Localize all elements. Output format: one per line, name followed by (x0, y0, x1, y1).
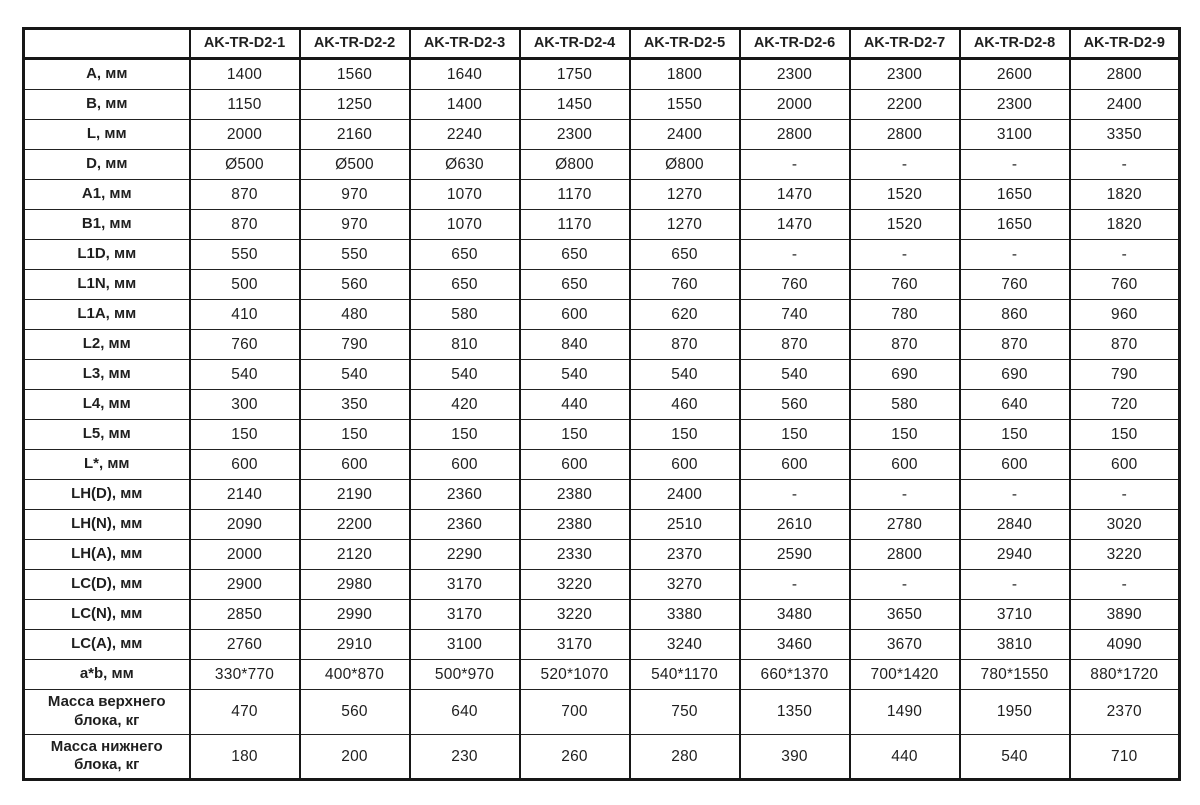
column-header: AK-TR-D2-9 (1070, 29, 1180, 59)
table-cell: Ø800 (630, 150, 740, 180)
table-cell: 1650 (960, 210, 1070, 240)
table-cell: 150 (300, 420, 410, 450)
table-cell: 2400 (630, 480, 740, 510)
table-cell: 720 (1070, 390, 1180, 420)
table-cell: 560 (740, 390, 850, 420)
table-cell: 3020 (1070, 510, 1180, 540)
column-header: AK-TR-D2-8 (960, 29, 1070, 59)
table-cell: 870 (1070, 330, 1180, 360)
table-cell: 2000 (190, 540, 300, 570)
table-cell: 660*1370 (740, 660, 850, 690)
table-cell: 2360 (410, 510, 520, 540)
table-cell: 1350 (740, 690, 850, 735)
table-cell: 2780 (850, 510, 960, 540)
table-cell: 1820 (1070, 180, 1180, 210)
table-cell: 440 (520, 390, 630, 420)
table-cell: Ø500 (190, 150, 300, 180)
table-cell: - (740, 570, 850, 600)
column-header: AK-TR-D2-6 (740, 29, 850, 59)
table-cell: 760 (630, 270, 740, 300)
table-cell: 3890 (1070, 600, 1180, 630)
table-cell: 640 (960, 390, 1070, 420)
table-row (24, 240, 1180, 270)
table-cell: 810 (410, 330, 520, 360)
table-cell: 1560 (300, 59, 410, 90)
table-cell: 1170 (520, 210, 630, 240)
row-label: L*, мм (24, 450, 190, 480)
table-cell: 2300 (960, 90, 1070, 120)
table-row (24, 660, 1180, 690)
table-cell: 540*1170 (630, 660, 740, 690)
table-cell: 3220 (520, 570, 630, 600)
table-cell: - (1070, 240, 1180, 270)
table-cell: 1470 (740, 210, 850, 240)
table-cell: 1750 (520, 59, 630, 90)
table-row (24, 210, 1180, 240)
table-cell: 1400 (190, 59, 300, 90)
table-cell: 3460 (740, 630, 850, 660)
table-cell: 2160 (300, 120, 410, 150)
table-cell: 410 (190, 300, 300, 330)
table-cell: 1520 (850, 210, 960, 240)
table-row (24, 180, 1180, 210)
table-cell: 650 (520, 270, 630, 300)
table-cell: 600 (520, 300, 630, 330)
table-row (24, 360, 1180, 390)
table-cell: 1550 (630, 90, 740, 120)
table-cell: 480 (300, 300, 410, 330)
column-header: AK-TR-D2-7 (850, 29, 960, 59)
table-row (24, 600, 1180, 630)
spec-table-container (22, 27, 1181, 781)
table-cell: 3220 (1070, 540, 1180, 570)
table-cell: 790 (1070, 360, 1180, 390)
row-label: A1, мм (24, 180, 190, 210)
table-cell: 3240 (630, 630, 740, 660)
table-cell: 1650 (960, 180, 1070, 210)
column-header: AK-TR-D2-1 (190, 29, 300, 59)
table-cell: 2240 (410, 120, 520, 150)
table-cell: 870 (630, 330, 740, 360)
table-cell: 280 (630, 734, 740, 780)
table-cell: 1470 (740, 180, 850, 210)
table-cell: 1070 (410, 210, 520, 240)
table-cell: 440 (850, 734, 960, 780)
table-cell: 760 (740, 270, 850, 300)
table-cell: 2090 (190, 510, 300, 540)
table-row (24, 630, 1180, 660)
table-cell: 970 (300, 180, 410, 210)
column-header: AK-TR-D2-2 (300, 29, 410, 59)
table-cell: 150 (520, 420, 630, 450)
table-cell: 1640 (410, 59, 520, 90)
table-cell: 550 (190, 240, 300, 270)
table-row (24, 330, 1180, 360)
table-cell: 260 (520, 734, 630, 780)
table-row (24, 734, 1180, 780)
table-cell: 600 (190, 450, 300, 480)
row-label: L, мм (24, 120, 190, 150)
table-cell: 460 (630, 390, 740, 420)
table-cell: 2140 (190, 480, 300, 510)
table-cell: - (740, 480, 850, 510)
table-cell: 520*1070 (520, 660, 630, 690)
table-cell: 420 (410, 390, 520, 420)
table-cell: 600 (740, 450, 850, 480)
row-label: L2, мм (24, 330, 190, 360)
table-row (24, 480, 1180, 510)
table-cell: 870 (190, 180, 300, 210)
table-cell: 600 (1070, 450, 1180, 480)
table-row (24, 570, 1180, 600)
table-cell: 1950 (960, 690, 1070, 735)
table-cell: 2900 (190, 570, 300, 600)
table-body (24, 59, 1180, 780)
table-cell: 650 (410, 270, 520, 300)
table-cell: - (960, 570, 1070, 600)
table-cell: 860 (960, 300, 1070, 330)
table-cell: 2760 (190, 630, 300, 660)
table-cell: - (850, 150, 960, 180)
table-cell: 2610 (740, 510, 850, 540)
table-cell: 180 (190, 734, 300, 780)
table-cell: 710 (1070, 734, 1180, 780)
table-cell: 150 (410, 420, 520, 450)
header-row (24, 29, 1180, 59)
table-cell: 2300 (850, 59, 960, 90)
table-cell: Ø800 (520, 150, 630, 180)
table-row (24, 59, 1180, 90)
table-row (24, 390, 1180, 420)
table-cell: 600 (960, 450, 1070, 480)
table-cell: 2800 (850, 540, 960, 570)
table-row (24, 90, 1180, 120)
table-cell: 560 (300, 690, 410, 735)
row-label: LH(A), мм (24, 540, 190, 570)
table-cell: 760 (190, 330, 300, 360)
column-header: AK-TR-D2-3 (410, 29, 520, 59)
row-label: Масса верхнего блока, кг (24, 690, 190, 735)
table-row (24, 150, 1180, 180)
table-row (24, 300, 1180, 330)
spec-table (22, 27, 1181, 781)
table-cell: 1520 (850, 180, 960, 210)
table-cell: - (740, 240, 850, 270)
table-cell: 650 (520, 240, 630, 270)
table-row (24, 690, 1180, 735)
table-cell: 540 (960, 734, 1070, 780)
table-cell: 3170 (410, 570, 520, 600)
row-label: L1N, мм (24, 270, 190, 300)
table-cell: 550 (300, 240, 410, 270)
table-cell: 500 (190, 270, 300, 300)
table-cell: 3650 (850, 600, 960, 630)
table-cell: 1170 (520, 180, 630, 210)
table-cell: 2400 (630, 120, 740, 150)
table-cell: 2380 (520, 480, 630, 510)
table-cell: 3170 (410, 600, 520, 630)
table-cell: 870 (740, 330, 850, 360)
row-label: A, мм (24, 59, 190, 90)
table-cell: 230 (410, 734, 520, 780)
row-label: LH(N), мм (24, 510, 190, 540)
row-label: L1D, мм (24, 240, 190, 270)
table-cell: 870 (190, 210, 300, 240)
table-cell: 2940 (960, 540, 1070, 570)
table-cell: - (960, 150, 1070, 180)
table-cell: 150 (740, 420, 850, 450)
table-cell: 2300 (520, 120, 630, 150)
table-cell: 2800 (1070, 59, 1180, 90)
table-cell: 2190 (300, 480, 410, 510)
table-cell: 1270 (630, 210, 740, 240)
table-cell: 780 (850, 300, 960, 330)
table-cell: 2120 (300, 540, 410, 570)
table-cell: 740 (740, 300, 850, 330)
table-cell: 330*770 (190, 660, 300, 690)
table-cell: 1800 (630, 59, 740, 90)
table-cell: - (850, 480, 960, 510)
table-cell: 150 (850, 420, 960, 450)
table-cell: 760 (960, 270, 1070, 300)
table-cell: 2800 (740, 120, 850, 150)
table-cell: 600 (850, 450, 960, 480)
table-cell: 540 (630, 360, 740, 390)
table-cell: 700*1420 (850, 660, 960, 690)
table-cell: 2850 (190, 600, 300, 630)
table-cell: 2510 (630, 510, 740, 540)
table-cell: 870 (960, 330, 1070, 360)
table-row (24, 450, 1180, 480)
table-cell: 960 (1070, 300, 1180, 330)
row-label: LH(D), мм (24, 480, 190, 510)
table-cell: 2380 (520, 510, 630, 540)
table-cell: 560 (300, 270, 410, 300)
table-cell: 540 (300, 360, 410, 390)
table-cell: 1490 (850, 690, 960, 735)
table-cell: - (850, 570, 960, 600)
table-cell: 150 (190, 420, 300, 450)
table-cell: 2400 (1070, 90, 1180, 120)
table-cell: 620 (630, 300, 740, 330)
table-cell: 650 (410, 240, 520, 270)
table-cell: 390 (740, 734, 850, 780)
table-cell: 3100 (410, 630, 520, 660)
table-cell: 3350 (1070, 120, 1180, 150)
table-cell: 150 (1070, 420, 1180, 450)
table-cell: 780*1550 (960, 660, 1070, 690)
table-cell: Ø630 (410, 150, 520, 180)
table-cell: 600 (520, 450, 630, 480)
table-cell: 500*970 (410, 660, 520, 690)
corner-cell (24, 29, 190, 59)
table-cell: 350 (300, 390, 410, 420)
table-cell: 2370 (630, 540, 740, 570)
table-row (24, 510, 1180, 540)
table-cell: 2590 (740, 540, 850, 570)
row-label: a*b, мм (24, 660, 190, 690)
table-cell: - (1070, 480, 1180, 510)
table-cell: 600 (630, 450, 740, 480)
table-cell: 3670 (850, 630, 960, 660)
table-cell: 880*1720 (1070, 660, 1180, 690)
table-cell: 400*870 (300, 660, 410, 690)
table-cell: 150 (630, 420, 740, 450)
table-cell: 580 (410, 300, 520, 330)
table-cell: 2000 (740, 90, 850, 120)
table-row (24, 540, 1180, 570)
table-cell: 1450 (520, 90, 630, 120)
table-row (24, 420, 1180, 450)
column-header: AK-TR-D2-4 (520, 29, 630, 59)
table-row (24, 270, 1180, 300)
table-cell: 470 (190, 690, 300, 735)
table-cell: 840 (520, 330, 630, 360)
table-cell: 760 (850, 270, 960, 300)
table-cell: 690 (850, 360, 960, 390)
table-row (24, 120, 1180, 150)
column-header: AK-TR-D2-5 (630, 29, 740, 59)
table-cell: 540 (190, 360, 300, 390)
table-cell: 640 (410, 690, 520, 735)
table-cell: 2840 (960, 510, 1070, 540)
table-cell: 1070 (410, 180, 520, 210)
table-cell: - (740, 150, 850, 180)
table-cell: 700 (520, 690, 630, 735)
table-cell: 2370 (1070, 690, 1180, 735)
table-cell: 600 (300, 450, 410, 480)
table-cell: - (850, 240, 960, 270)
table-cell: Ø500 (300, 150, 410, 180)
table-cell: 3220 (520, 600, 630, 630)
row-label: B, мм (24, 90, 190, 120)
row-label: D, мм (24, 150, 190, 180)
table-cell: 1250 (300, 90, 410, 120)
table-cell: 300 (190, 390, 300, 420)
table-cell: 2980 (300, 570, 410, 600)
table-cell: 2330 (520, 540, 630, 570)
table-cell: 3710 (960, 600, 1070, 630)
table-cell: - (960, 480, 1070, 510)
table-cell: 1820 (1070, 210, 1180, 240)
table-cell: 3380 (630, 600, 740, 630)
table-cell: 2200 (850, 90, 960, 120)
row-label: LC(A), мм (24, 630, 190, 660)
table-cell: 970 (300, 210, 410, 240)
table-cell: - (1070, 150, 1180, 180)
table-cell: 3480 (740, 600, 850, 630)
table-cell: 540 (410, 360, 520, 390)
row-label: L4, мм (24, 390, 190, 420)
row-label: L1A, мм (24, 300, 190, 330)
row-label: LC(D), мм (24, 570, 190, 600)
table-cell: - (960, 240, 1070, 270)
table-cell: 650 (630, 240, 740, 270)
row-label: B1, мм (24, 210, 190, 240)
table-cell: 2910 (300, 630, 410, 660)
table-cell: 2000 (190, 120, 300, 150)
table-cell: 760 (1070, 270, 1180, 300)
table-cell: - (1070, 570, 1180, 600)
table-cell: 3810 (960, 630, 1070, 660)
table-cell: 2600 (960, 59, 1070, 90)
table-cell: 2990 (300, 600, 410, 630)
row-label: L3, мм (24, 360, 190, 390)
table-cell: 2800 (850, 120, 960, 150)
table-cell: 3270 (630, 570, 740, 600)
table-cell: 1150 (190, 90, 300, 120)
table-cell: 870 (850, 330, 960, 360)
row-label: LC(N), мм (24, 600, 190, 630)
table-cell: 750 (630, 690, 740, 735)
table-cell: 1270 (630, 180, 740, 210)
table-cell: 2300 (740, 59, 850, 90)
table-cell: 3170 (520, 630, 630, 660)
table-cell: 600 (410, 450, 520, 480)
table-cell: 790 (300, 330, 410, 360)
row-label: Масса нижнего блока, кг (24, 734, 190, 780)
table-cell: 2290 (410, 540, 520, 570)
table-cell: 3100 (960, 120, 1070, 150)
table-cell: 540 (520, 360, 630, 390)
table-cell: 1400 (410, 90, 520, 120)
row-label: L5, мм (24, 420, 190, 450)
table-cell: 4090 (1070, 630, 1180, 660)
table-cell: 540 (740, 360, 850, 390)
table-cell: 150 (960, 420, 1070, 450)
table-cell: 2200 (300, 510, 410, 540)
table-cell: 2360 (410, 480, 520, 510)
table-cell: 690 (960, 360, 1070, 390)
table-cell: 200 (300, 734, 410, 780)
table-cell: 580 (850, 390, 960, 420)
